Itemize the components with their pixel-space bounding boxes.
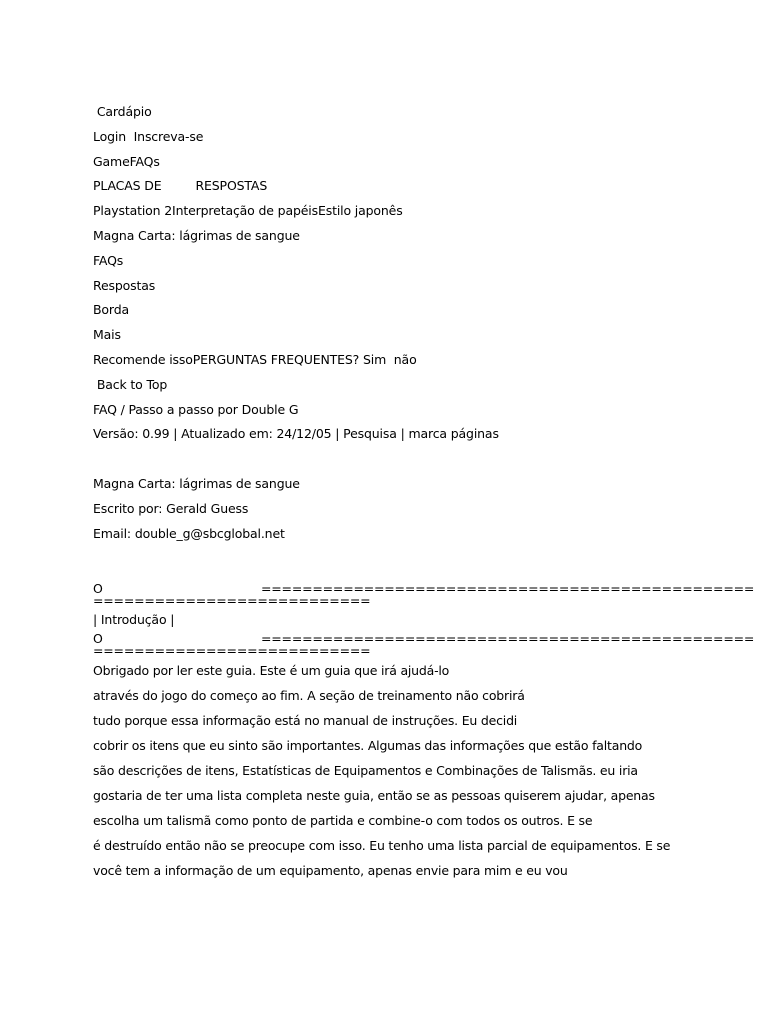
doc-author: Escrito por: Gerald Guess bbox=[93, 500, 249, 516]
section-heading: | Introdução | bbox=[93, 612, 175, 628]
answers-header-link[interactable]: RESPOSTAS bbox=[195, 178, 268, 194]
boards-link[interactable]: PLACAS DE bbox=[93, 178, 162, 194]
signup-link[interactable]: Inscreva-se bbox=[133, 128, 204, 144]
body-line: através do jogo do começo ao fim. A seção de treinamento não cobrirá bbox=[93, 687, 525, 703]
faq-byline: FAQ / Passo a passo por Double G bbox=[93, 401, 299, 417]
faqs-link[interactable]: FAQs bbox=[93, 252, 124, 268]
separator-marker: O bbox=[93, 581, 103, 597]
body-line: você tem a informação de um equipamento, apenas envie para mim e eu vou bbox=[93, 862, 568, 878]
separator-line: ================================================ bbox=[261, 630, 755, 646]
boards-answers-row bbox=[93, 174, 693, 199]
document-page bbox=[93, 100, 755, 883]
blank-line bbox=[93, 447, 693, 472]
auth-links bbox=[93, 125, 693, 150]
body-line: gostaria de ter uma lista completa neste guia, então se as pessoas quiserem ajudar, apenas bbox=[93, 787, 655, 803]
body-line: é destruído então não se preocupe com isso. Eu tenho uma lista parcial de equipamentos. E se bbox=[93, 837, 671, 853]
doc-email: Email: double_g@sbcglobal.net bbox=[93, 525, 285, 541]
blank-gap bbox=[93, 546, 693, 583]
category-breadcrumb[interactable]: Playstation 2Interpretação de papéisEstilo japonês bbox=[93, 203, 403, 219]
back-to-top-link[interactable]: Back to Top bbox=[93, 376, 168, 392]
recommend-yes-link[interactable]: Recomende issoPERGUNTAS FREQUENTES? Sim bbox=[93, 351, 387, 367]
recommend-row bbox=[93, 348, 693, 373]
border-link[interactable]: Borda bbox=[93, 302, 129, 318]
separator-line: ================================================ bbox=[261, 581, 755, 597]
body-line: tudo porque essa informação está no manual de instruções. Eu decidi bbox=[93, 712, 518, 728]
site-name-link[interactable]: GameFAQs bbox=[93, 153, 160, 169]
separator-bottom bbox=[93, 630, 755, 658]
body-line: escolha um talismã como ponto de partida e combine-o com todos os outros. E se bbox=[93, 812, 593, 828]
doc-title: Magna Carta: lágrimas de sangue bbox=[93, 475, 300, 491]
body-line: Obrigado por ler este guia. Este é um guia que irá ajudá-lo bbox=[93, 662, 450, 678]
game-title-link[interactable]: Magna Carta: lágrimas de sangue bbox=[93, 227, 300, 243]
separator-top bbox=[93, 581, 755, 609]
more-link[interactable]: Mais bbox=[93, 327, 121, 343]
body-line: cobrir os itens que eu sinto são importantes. Algumas das informações que estão faltando bbox=[93, 737, 643, 753]
separator-line-wrap: =========================== bbox=[93, 593, 371, 609]
separator-line-wrap: =========================== bbox=[93, 642, 371, 658]
body-text bbox=[93, 658, 693, 883]
version-line: Versão: 0.99 | Atualizado em: 24/12/05 | Pesquisa | marca páginas bbox=[93, 426, 499, 442]
login-link[interactable]: Login bbox=[93, 128, 126, 144]
answers-link[interactable]: Respostas bbox=[93, 277, 156, 293]
menu-link[interactable]: Cardápio bbox=[93, 104, 152, 119]
recommend-no-link[interactable]: não bbox=[393, 351, 417, 367]
separator-marker: O bbox=[93, 630, 103, 646]
body-line: são descrições de itens, Estatísticas de Equipamentos e Combinações de Talismãs. eu iria bbox=[93, 762, 638, 778]
